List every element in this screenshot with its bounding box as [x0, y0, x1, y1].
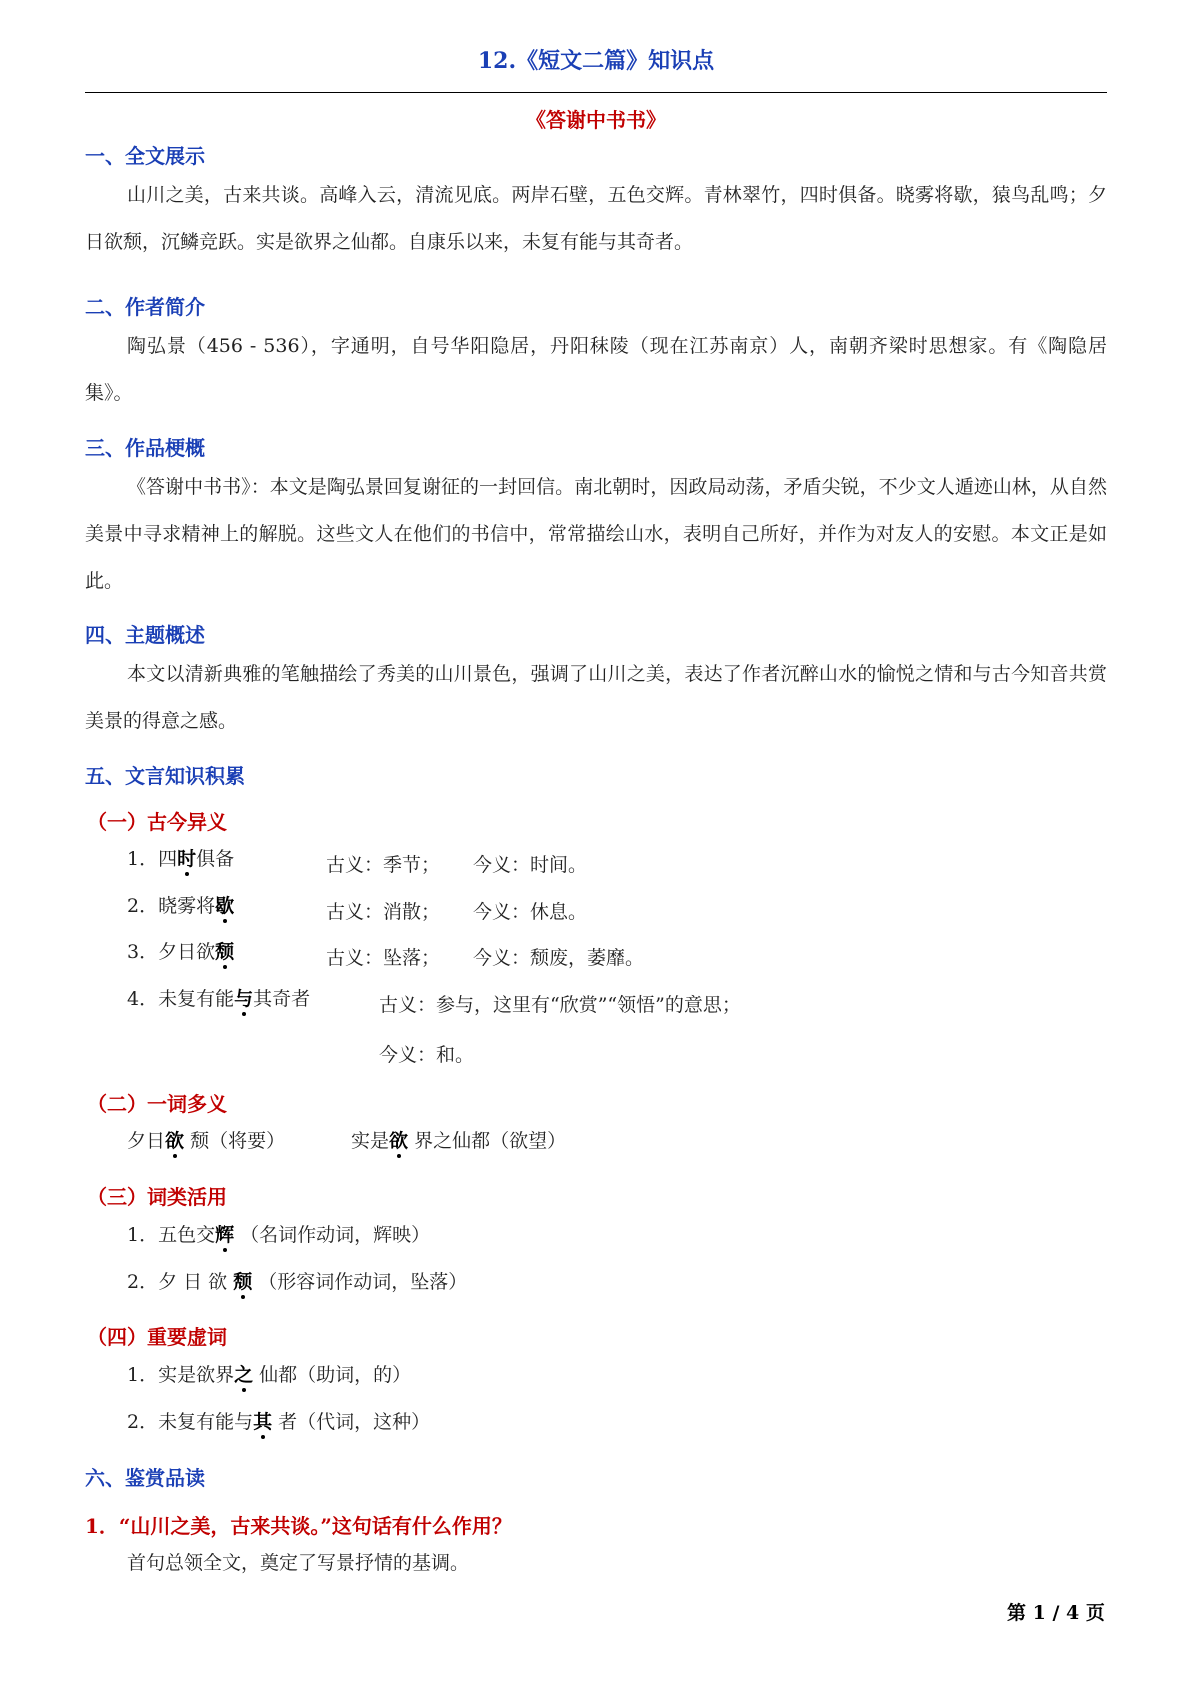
emphasis-char: 颓 — [233, 1271, 253, 1293]
article-title: 《答谢中书书》 — [526, 108, 666, 132]
title-divider — [85, 92, 1107, 93]
new-meaning: 今义：和。 — [379, 1044, 475, 1066]
new-meaning: 今义：颓废，萎靡。 — [473, 947, 645, 969]
list-item: 4．未复有能与其奇者 — [127, 988, 311, 1010]
emphasis-char: 欲 — [165, 1130, 185, 1152]
page-number: 第 1 / 4 页 — [1007, 1602, 1105, 1624]
list-item: 2．未复有能与其 者（代词，这种） — [127, 1411, 431, 1433]
old-meaning: 古义：参与，这里有“欣赏”“领悟”的意思； — [379, 994, 741, 1016]
new-meaning: 今义：时间。 — [473, 854, 588, 876]
list-item: 2．夕 日 欲 颓 （形容词作动词，坠落） — [127, 1271, 468, 1293]
section-heading-author: 二、作者简介 — [85, 295, 205, 319]
emphasis-char: 与 — [234, 988, 254, 1010]
author-paragraph: 陶弘景（456 - 536），字通明，自号华阳隐居，丹阳秣陵（现在江苏南京）人，南朝齐梁时思想家。有《陶隐居集》。 — [85, 335, 1107, 404]
emphasis-char: 歇 — [215, 895, 235, 917]
emphasis-char: 颓 — [215, 941, 235, 963]
emphasis-char: 时 — [177, 848, 197, 870]
old-meaning: 古义：坠落； — [326, 947, 441, 969]
section-heading-summary: 三、作品梗概 — [85, 436, 205, 460]
theme-paragraph: 本文以清新典雅的笔触描绘了秀美的山川景色，强调了山川之美，表达了作者沉醉山水的愉悦之情和与古今知音共赏美景的得意之感。 — [85, 663, 1107, 732]
subheading-ancient-modern: （一）古今异义 — [87, 810, 227, 834]
question-1: 1．“山川之美，古来共谈。”这句话有什么作用？ — [85, 1514, 512, 1538]
list-item: 1．五色交辉 （名词作动词，辉映） — [127, 1224, 431, 1246]
summary-paragraph: 《答谢中书书》：本文是陶弘景回复谢征的一封回信。南北朝时，因政局动荡，矛盾尖锐，不少文人遁迹山林，从自然美景中寻求精神上的解脱。这些文人在他们的书信中，常常描绘山水，表明自己所好，并作为对友人的安慰。本文正是如此。 — [85, 476, 1107, 592]
emphasis-char: 之 — [234, 1364, 254, 1386]
old-meaning: 古义：消散； — [326, 901, 441, 923]
subheading-function-words: （四）重要虚词 — [87, 1325, 227, 1349]
answer-1: 首句总领全文，奠定了写景抒情的基调。 — [127, 1552, 470, 1574]
emphasis-char: 辉 — [215, 1224, 235, 1246]
subheading-word-class: （三）词类活用 — [87, 1185, 227, 1209]
section-heading-theme: 四、主题概述 — [85, 623, 205, 647]
section-heading-knowledge: 五、文言知识积累 — [85, 764, 245, 788]
emphasis-char: 欲 — [389, 1130, 409, 1152]
polysemy-item-a: 夕日欲 颓（将要） — [127, 1130, 286, 1152]
list-item: 1．实是欲界之 仙都（助词，的） — [127, 1364, 412, 1386]
subheading-polysemy: （二）一词多义 — [87, 1092, 227, 1116]
old-meaning: 古义：季节； — [326, 854, 441, 876]
section-heading-full-text: 一、全文展示 — [85, 144, 205, 168]
list-item: 2．晓雾将歇 — [127, 895, 235, 917]
list-item: 3．夕日欲颓 — [127, 941, 235, 963]
polysemy-item-b: 实是欲 界之仙都（欲望） — [351, 1130, 567, 1152]
emphasis-char: 其 — [253, 1411, 273, 1433]
document-title: 12.《短文二篇》知识点 — [477, 48, 715, 74]
new-meaning: 今义：休息。 — [473, 901, 588, 923]
list-item: 1．四时俱备 — [127, 848, 235, 870]
section-heading-appreciation: 六、鉴赏品读 — [85, 1466, 205, 1490]
full-text-paragraph: 山川之美，古来共谈。高峰入云，清流见底。两岸石壁，五色交辉。青林翠竹，四时俱备。晓雾将歇，猿鸟乱鸣；夕日欲颓，沉鳞竞跃。实是欲界之仙都。自康乐以来，未复有能与其奇者。 — [85, 184, 1107, 253]
